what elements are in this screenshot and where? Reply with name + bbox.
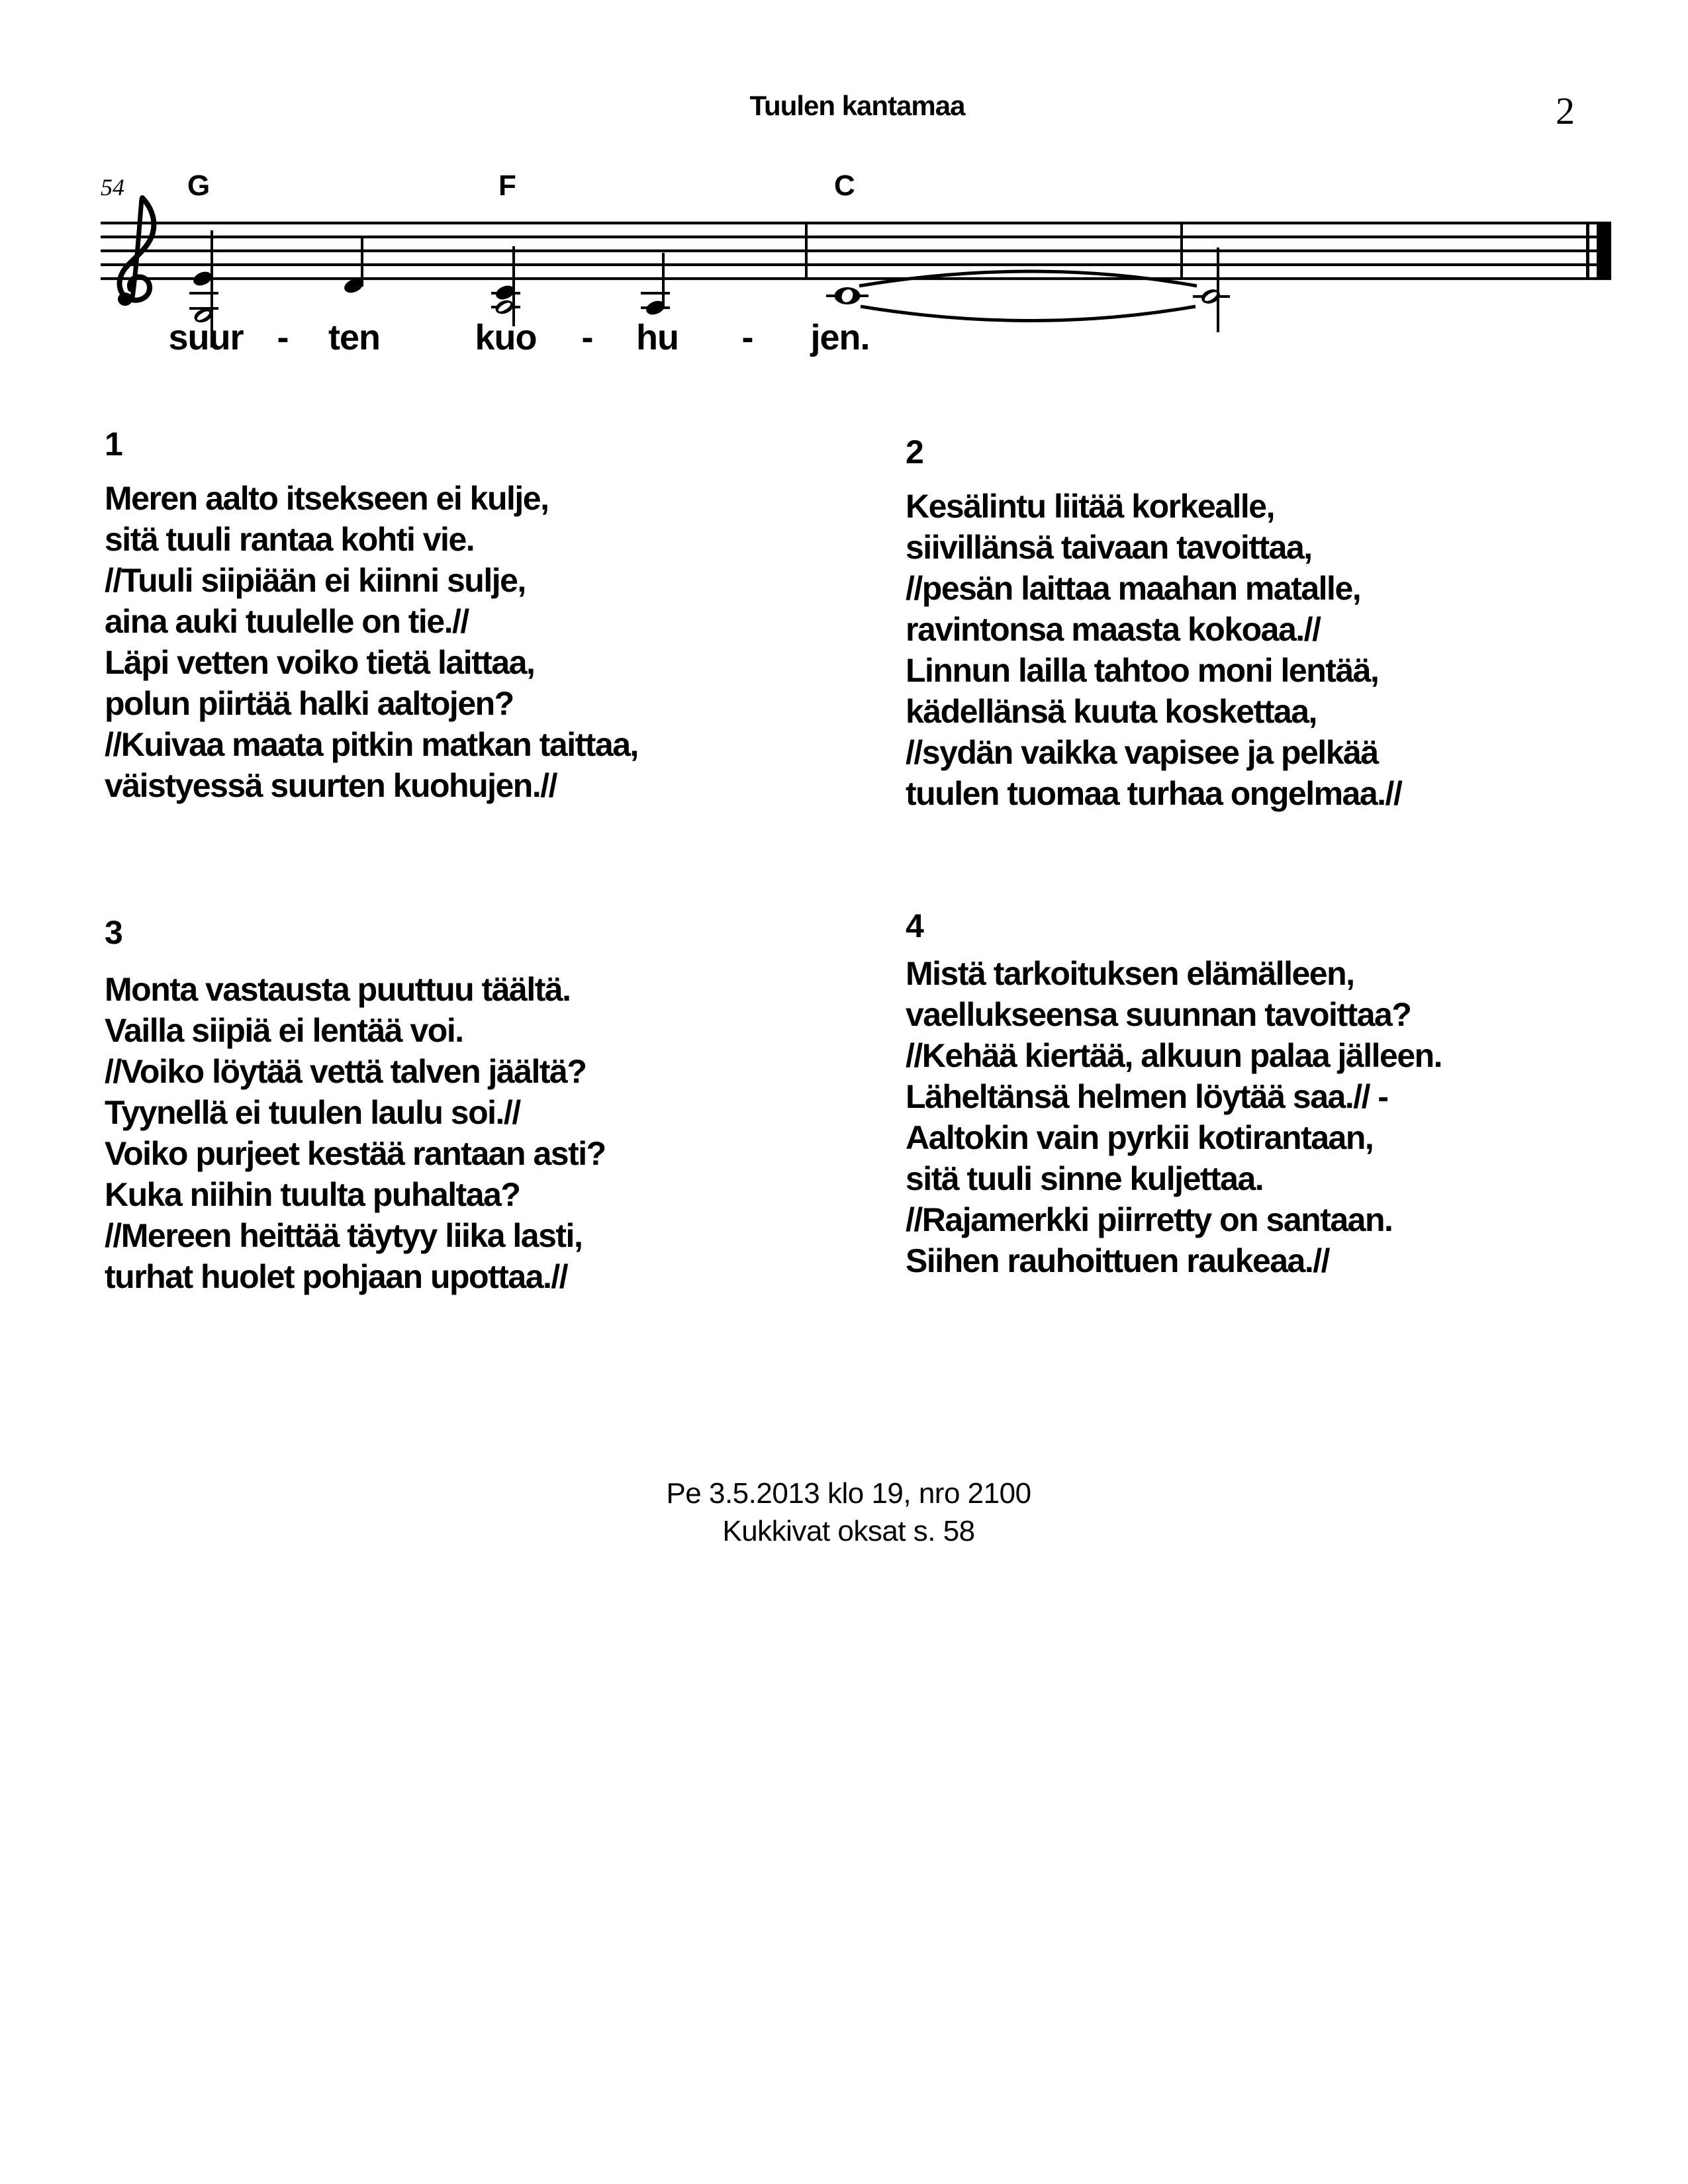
verse-line: Monta vastausta puuttuu täältä.: [105, 971, 571, 1008]
verse-line: polun piirtää halki aaltojen?: [105, 685, 514, 722]
verse-line: Kesälintu liitää korkealle,: [906, 488, 1274, 525]
verse-line: sitä tuuli sinne kuljettaa.: [906, 1160, 1264, 1197]
verse-line: //Voiko löytää vettä talven jäältä?: [105, 1053, 586, 1090]
verse-line: //pesän laittaa maahan matalle,: [906, 570, 1361, 607]
final-barline-thick: [1597, 222, 1611, 280]
verse-4-text: [906, 953, 1442, 1281]
verse-line: vaellukseensa suunnan tavoittaa?: [906, 996, 1411, 1033]
verse-line: ravintonsa maasta kokoaa.//: [906, 611, 1321, 648]
lyric-hyphen: -: [741, 318, 753, 357]
verse-1-number: 1: [105, 426, 122, 463]
footer-source-line: Kukkivat oksat s. 58: [722, 1515, 975, 1547]
lyric-hyphen: -: [277, 318, 289, 357]
verse-line: Kuka niihin tuulta puhaltaa?: [105, 1176, 520, 1213]
note-hu: [641, 253, 670, 317]
verse-line: Siihen rauhoittuen raukeaa.//: [906, 1242, 1329, 1279]
verse-4-number: 4: [906, 907, 923, 944]
verse-line: Läpi vetten voiko tietä laittaa,: [105, 644, 535, 681]
note-ten: [342, 238, 365, 295]
lyric-hyphen: -: [581, 318, 593, 357]
lyric-syllable: suur: [168, 318, 244, 357]
verse-2-number: 2: [906, 433, 923, 471]
barline-1: [805, 222, 808, 280]
verse-line: Linnun lailla tahtoo moni lentää,: [906, 652, 1379, 689]
final-barline-thin: [1586, 222, 1589, 280]
lyric-syllable: jen.: [810, 318, 870, 357]
song-title: Tuulen kantamaa: [749, 90, 965, 121]
verse-line: Aaltokin vain pyrkii kotirantaan,: [906, 1119, 1374, 1156]
page-number: 2: [1556, 89, 1575, 132]
footer-event-line: Pe 3.5.2013 klo 19, nro 2100: [666, 1477, 1031, 1510]
verse-3-text: [105, 969, 606, 1297]
footer: [0, 1475, 1688, 1550]
verse-line: //Tuuli siipiään ei kiinni sulje,: [105, 562, 526, 599]
lyric-syllable: kuo: [475, 318, 537, 357]
verse-line: Läheltänsä helmen löytää saa.// -: [906, 1078, 1388, 1115]
barline-2: [1180, 222, 1183, 280]
verse-line: Meren aalto itsekseen ei kulje,: [105, 480, 549, 517]
verse-line: turhat huolet pohjaan upottaa.//: [105, 1258, 568, 1295]
note-kuo: [491, 246, 520, 326]
verse-line: tuulen tuomaa turhaa ongelmaa.//: [906, 775, 1402, 812]
verse-3-number: 3: [105, 914, 122, 951]
chord-symbol-f: F: [498, 169, 516, 202]
lyric-syllable: ten: [328, 318, 380, 357]
verse-line: siivillänsä taivaan tavoittaa,: [906, 529, 1312, 566]
verse-line: //Mereen heittää täytyy liika lasti,: [105, 1217, 583, 1254]
verse-1-text: [105, 478, 638, 806]
verse-line: aina auki tuulelle on tie.//: [105, 603, 469, 640]
verse-line: väistyessä suurten kuohujen.//: [105, 767, 557, 804]
tie-lower-arc: [861, 306, 1196, 321]
verse-line: //Kuivaa maata pitkin matkan taittaa,: [105, 726, 638, 763]
verse-line: //Kehää kiertää, alkuun palaa jälleen.: [906, 1037, 1442, 1074]
verse-line: kädellänsä kuuta koskettaa,: [906, 693, 1317, 730]
verse-line: Vailla siipiä ei lentää voi.: [105, 1012, 463, 1049]
tied-half-note: [1193, 248, 1230, 332]
whole-note-jen: [826, 287, 868, 304]
verse-line: //sydän vaikka vapisee ja pelkää: [906, 734, 1378, 771]
verse-line: //Rajamerkki piirretty on santaan.: [906, 1201, 1393, 1238]
verse-line: sitä tuuli rantaa kohti vie.: [105, 521, 475, 558]
chord-symbol-g: G: [187, 169, 210, 202]
verse-line: Tyynellä ei tuulen laulu soi.//: [105, 1094, 520, 1131]
verse-2-text: [906, 486, 1401, 814]
verse-line: Mistä tarkoituksen elämälleen,: [906, 955, 1354, 992]
lyric-syllable: hu: [636, 318, 679, 357]
chord-symbol-c: C: [834, 169, 855, 202]
verse-line: Voiko purjeet kestää rantaan asti?: [105, 1135, 606, 1172]
staff-lines: [101, 223, 1611, 279]
measure-number: 54: [101, 174, 124, 201]
